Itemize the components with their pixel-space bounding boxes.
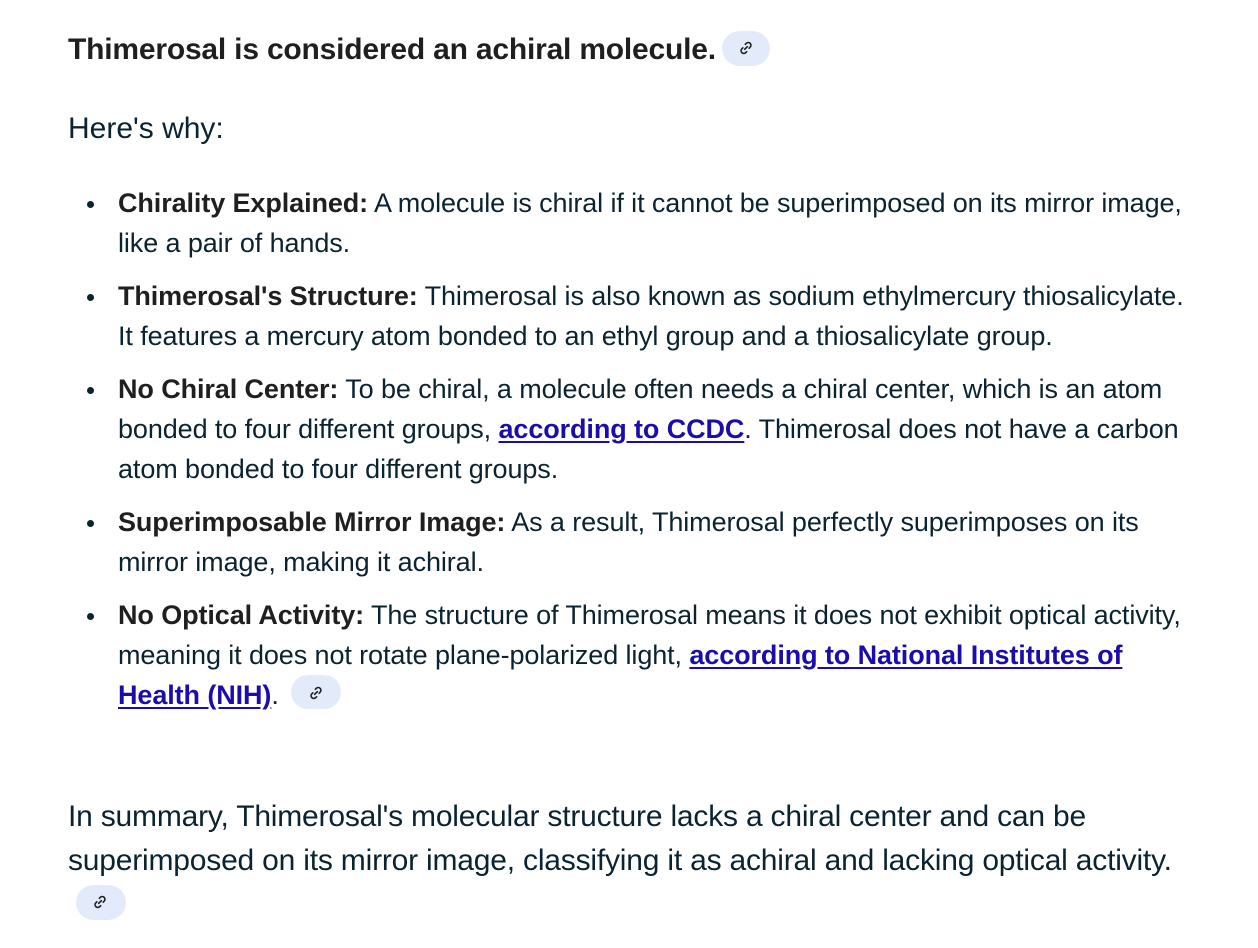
bullet-text: As a result, Thimerosal perfectly superimposes on its mirror image, making it achiral. bbox=[118, 507, 1139, 577]
bullet-term: No Chiral Center: bbox=[118, 374, 339, 405]
list-item bbox=[118, 503, 1203, 582]
link-icon bbox=[92, 894, 108, 910]
link-icon bbox=[738, 40, 754, 56]
list-item bbox=[118, 277, 1203, 356]
bullet-term: Thimerosal's Structure: bbox=[118, 281, 418, 312]
answer-heading bbox=[68, 28, 770, 72]
link-icon bbox=[308, 685, 324, 701]
bullet-term: Superimposable Mirror Image: bbox=[118, 507, 506, 538]
summary-text bbox=[68, 795, 1208, 926]
ccdc-source-link[interactable]: according to CCDC bbox=[498, 413, 745, 444]
bullet-text: A molecule is chiral if it cannot be superimposed on its mirror image, like a pair of hands. bbox=[118, 188, 1182, 258]
intro-text: Here's why: bbox=[68, 112, 224, 145]
list-item bbox=[118, 184, 1203, 263]
list-item bbox=[118, 370, 1203, 489]
bullet-term: No Optical Activity: bbox=[118, 600, 365, 631]
heading-source-link-button[interactable] bbox=[722, 31, 770, 66]
bullet-source-link-button[interactable] bbox=[291, 675, 341, 709]
bullet-text-after: . bbox=[271, 679, 279, 710]
bullet-text: To be chiral, a molecule often needs a chiral center, which is an atom bonded to four different groups, bbox=[118, 374, 1163, 444]
bullet-term: Chirality Explained: bbox=[118, 188, 369, 218]
list-item bbox=[118, 596, 1203, 715]
answer-heading-text: Thimerosal is considered an achiral molecule. bbox=[68, 33, 716, 66]
bullet-text-after: . Thimerosal does not have a carbon atom bonded to four different groups. bbox=[118, 413, 1179, 484]
reasons-list bbox=[118, 184, 1203, 729]
bullet-text: Thimerosal is also known as sodium ethylmercury thiosalicylate. It features a mercury atom bonded to an ethyl group and a thiosalicylate group. bbox=[118, 281, 1184, 351]
summary-source-link-button[interactable] bbox=[76, 885, 126, 920]
summary-body: In summary, Thimerosal's molecular structure lacks a chiral center and can be superimposed on its mirror image, classifying it as achiral and lacking optical activity. bbox=[68, 800, 1172, 877]
bullet-text: The structure of Thimerosal means it does not exhibit optical activity, meaning it does not rotate plane-polarized light, bbox=[118, 600, 1181, 670]
nih-source-link[interactable]: according to National Institutes of Health (NIH) bbox=[118, 639, 1123, 710]
